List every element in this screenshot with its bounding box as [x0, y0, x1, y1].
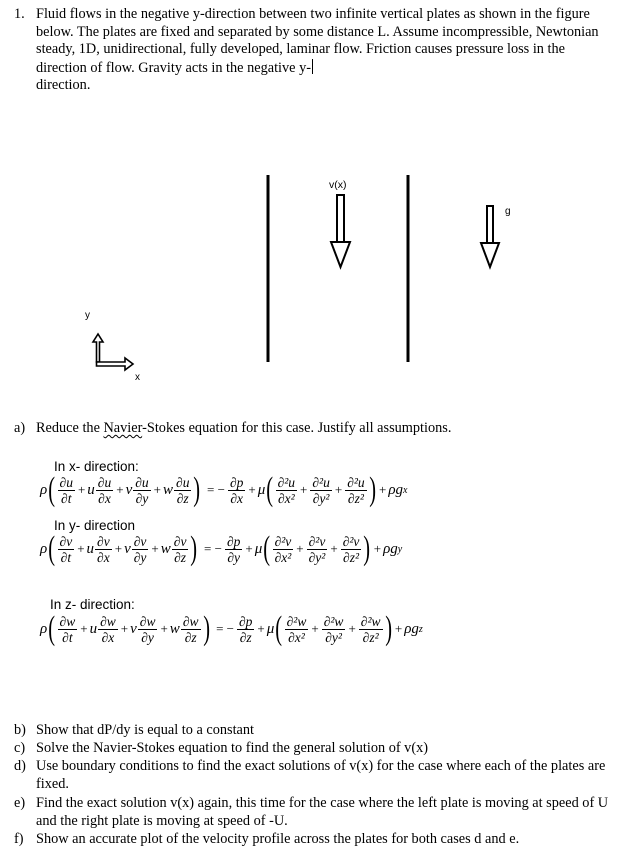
part-f-marker: f): [14, 831, 24, 847]
flow-figure: [0, 170, 623, 390]
part-c: [14, 740, 614, 758]
x-momentum-equation: ρ ( $\frac{\partial u}{\partial t}$ + u $\frac{\partial u}{\partial x}$ + v $\frac{\partial u}{\partial y}$ + w $\frac{\partial u}{\partial z}$ ) = − $\frac{\partial p}{\partial x}$ + μ ( $\frac{\text{∂²u}}{\text{∂x²}}$ + $\frac{\text{∂²u}}{\text{∂y²}}$ + $\frac{\text{∂²u}}{\text{∂z²}}$ ) + ρg x: [40, 471, 408, 508]
axis-y-label: y: [85, 310, 90, 321]
part-c-text: Solve the Navier-Stokes equation to find the general solution of v(x): [36, 740, 428, 756]
y-momentum-equation: ρ ( $\frac{\partial v}{\partial t}$ + u $\frac{\partial v}{\partial x}$ + v $\frac{\partial v}{\partial y}$ + w $\frac{\partial v}{\partial z}$ ) = − $\frac{\partial p}{\partial y}$ + μ ( $\frac{\text{∂²v}}{\text{∂x²}}$ + $\frac{\text{∂²v}}{\text{∂y²}}$ + $\frac{\text{∂²v}}{\text{∂z²}}$ ) + ρg y: [40, 530, 403, 567]
z-direction-label: In z- direction:: [50, 597, 135, 612]
part-e-marker: e): [14, 795, 26, 811]
problem-body: Fluid flows in the negative y-direction between two infinite vertical plates as shown in the figure below. The plates are fixed and separated by some distance L. Assume incompressible, Newtonian steady, 1D, unidirectional, fully developed, laminar flow. Friction causes pressure loss in the direction of flow. Gravity acts in the negative y-: [36, 6, 599, 76]
part-e: [14, 795, 614, 829]
part-b: [14, 722, 614, 740]
part-a-text-before: Reduce the: [36, 420, 104, 436]
part-d-text: Use boundary conditions to find the exact solutions of v(x) for the case where each of the plates are fixed.: [36, 758, 606, 792]
part-f: [14, 831, 614, 849]
part-d-marker: d): [14, 758, 26, 774]
part-c-marker: c): [14, 740, 26, 756]
z-momentum-equation: ρ ( $\frac{\partial w}{\partial t}$ + u $\frac{\partial w}{\partial x}$ + v $\frac{\partial w}{\partial y}$ + w $\frac{\partial w}{\partial z}$ ) = − $\frac{\partial p}{\partial z}$ + μ ( $\frac{\text{∂²w}}{\text{∂x²}}$ + $\frac{\text{∂²w}}{\text{∂y²}}$ + $\frac{\text{∂²w}}{\text{∂z²}}$ ) + ρg z: [40, 610, 423, 647]
part-b-marker: b): [14, 722, 26, 738]
part-a: [14, 420, 614, 438]
part-e-text: Find the exact solution v(x) again, this time for the case where the left plate is moving at speed of U and the right plate is moving at speed of -U.: [36, 795, 609, 829]
x-direction-label: In x- direction:: [54, 459, 139, 474]
part-a-text-after: -Stokes equation for this case. Justify all assumptions.: [142, 420, 452, 436]
problem-text: [36, 6, 604, 95]
part-d: [14, 758, 614, 792]
gravity-label: g: [505, 206, 511, 217]
part-f-text: Show an accurate plot of the velocity profile across the plates for both cases d and e.: [36, 831, 520, 847]
velocity-label: v(x): [329, 179, 347, 191]
problem-number: 1.: [14, 6, 25, 22]
text-cursor: [312, 59, 313, 74]
axes-icon: [93, 334, 133, 370]
misspelled-word: Navier: [103, 420, 143, 436]
velocity-arrow-icon: [331, 195, 350, 267]
axis-x-label: x: [135, 372, 140, 383]
problem-body-end: direction.: [36, 77, 91, 94]
y-direction-label: In y- direction: [54, 518, 136, 533]
part-a-marker: a): [14, 420, 26, 436]
gravity-arrow-icon: [481, 206, 499, 267]
part-b-text: Show that dP/dy is equal to a constant: [36, 722, 255, 738]
